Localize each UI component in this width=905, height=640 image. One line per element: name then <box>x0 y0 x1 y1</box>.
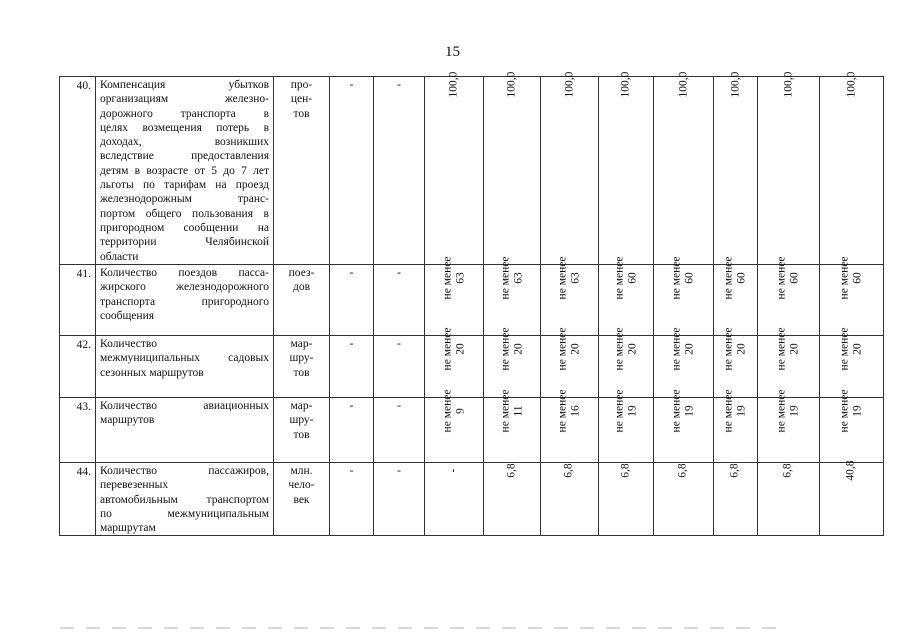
value-line-2: 60 <box>851 272 864 284</box>
value-line-1: не менее <box>556 389 569 433</box>
unit-line: дов <box>292 281 311 294</box>
year-value-cell <box>758 327 820 398</box>
rotated-value <box>677 72 690 98</box>
indicator-name-line: Количество авиационных <box>100 400 269 412</box>
rotated-value <box>782 463 795 477</box>
year-value-cell <box>541 71 599 265</box>
value-line-2: 20 <box>683 343 696 355</box>
year-value-cell <box>714 463 758 536</box>
unit-line: тов <box>293 428 310 441</box>
value-line-1: не менее <box>556 327 569 371</box>
year-value-cell <box>820 460 884 536</box>
value-line-2: 63 <box>569 272 582 284</box>
value-line-1: не менее <box>722 256 735 300</box>
rotated-value <box>506 463 519 477</box>
indicator-name-line: целях возмещения потерь в <box>100 121 269 134</box>
value-line-2: 20 <box>511 343 524 355</box>
rotated-value <box>729 72 742 98</box>
rotated-value <box>722 390 748 433</box>
empty-value-dash: - <box>374 336 425 398</box>
empty-value-dash: - <box>330 265 374 336</box>
value-line-2: 19 <box>788 405 801 417</box>
year-value-cell <box>541 327 599 398</box>
value-line-2: 16 <box>569 405 582 417</box>
rotated-value <box>499 328 525 371</box>
value-line-2: 63 <box>511 272 524 284</box>
value-line-1: не менее <box>612 327 625 371</box>
value-line-1: 100,0 <box>729 71 741 98</box>
year-value-cell <box>425 256 484 336</box>
rotated-value <box>441 328 467 371</box>
rotated-value <box>845 460 858 480</box>
year-value-cell <box>599 71 654 265</box>
value-line-1: не менее <box>498 389 511 433</box>
empty-value-dash: - <box>374 398 425 463</box>
indicator-name-line: вследствие предоставления <box>100 150 269 163</box>
value-line-1: не менее <box>670 256 683 300</box>
value-line-1: не менее <box>556 256 569 300</box>
value-line-1: 100,0 <box>447 71 460 98</box>
value-line-2: 60 <box>683 272 696 284</box>
value-line-1: не менее <box>440 389 453 433</box>
row-number: 43. <box>60 398 96 463</box>
year-value-cell <box>484 256 541 336</box>
indicator-name-line: доходах, возникших <box>100 136 269 149</box>
value-line-2: 20 <box>735 343 748 355</box>
value-line-1: не менее <box>775 389 788 433</box>
year-value-cell <box>484 389 541 463</box>
rotated-value <box>838 257 864 300</box>
year-value-cell <box>654 327 714 398</box>
value-line-2: 20 <box>788 343 801 355</box>
year-value-cell <box>758 389 820 463</box>
value-line-1: 6,8 <box>729 463 741 478</box>
year-value-cell <box>541 389 599 463</box>
value-line-1: 100,0 <box>563 71 575 98</box>
value-line-2: 20 <box>851 343 864 355</box>
indicator-name <box>96 336 274 398</box>
rotated-value <box>563 463 576 477</box>
table-row <box>60 265 884 336</box>
rotated-value <box>845 72 858 98</box>
indicator-name-line: детям в возрасте от 5 до 7 лет <box>100 164 269 177</box>
value-line-2: 19 <box>735 405 748 417</box>
year-value-cell <box>758 463 820 536</box>
value-line-2: 63 <box>453 272 466 284</box>
value-line-2: 19 <box>683 405 696 417</box>
unit-cell <box>274 336 330 398</box>
indicator-name-line: транспорта пригородного <box>100 295 269 308</box>
unit-line: шру- <box>289 352 314 365</box>
empty-value-dash: - <box>330 336 374 398</box>
indicator-name-line: Количество пассажиров, <box>100 465 269 477</box>
value-line-1: 6,8 <box>563 463 575 478</box>
indicator-name-line: по межмуниципальным <box>100 507 269 520</box>
value-line-2: 60 <box>625 272 638 284</box>
year-value-cell <box>654 71 714 265</box>
year-value-cell <box>484 327 541 398</box>
value-line-1: не менее <box>722 389 735 433</box>
value-line-2: 20 <box>569 343 582 355</box>
year-value-cell <box>599 389 654 463</box>
year-value-cell <box>714 256 758 336</box>
value-line-1: - <box>447 468 460 473</box>
year-value-cell <box>599 256 654 336</box>
rotated-value <box>838 390 864 433</box>
year-value-cell <box>758 256 820 336</box>
year-value-cell <box>484 463 541 536</box>
value-line-1: 100,0 <box>782 71 794 98</box>
value-line-1: 6,8 <box>782 463 794 478</box>
year-value-cell <box>820 327 884 398</box>
value-line-2: 19 <box>851 405 864 417</box>
value-line-1: 100,0 <box>677 71 689 98</box>
rotated-value <box>613 328 639 371</box>
value-line-1: не менее <box>775 327 788 371</box>
rotated-value <box>448 72 461 98</box>
rotated-value <box>556 390 582 433</box>
value-line-1: 40,8 <box>845 460 857 481</box>
year-value-cell <box>820 389 884 463</box>
table-row <box>60 77 884 265</box>
value-line-2: 19 <box>625 405 638 417</box>
indicator-name-line: железнодорожным транс- <box>100 193 269 206</box>
rotated-value <box>613 257 639 300</box>
unit-line: тов <box>293 366 310 379</box>
value-line-1: не менее <box>612 389 625 433</box>
empty-value-dash: - <box>330 398 374 463</box>
indicator-name-line: дорожного транспорта в <box>100 107 269 120</box>
table-row <box>60 398 884 463</box>
rotated-value <box>556 257 582 300</box>
value-line-1: 6,8 <box>619 463 632 478</box>
rotated-value <box>499 257 525 300</box>
indicator-name-line: перевезенных <box>100 479 169 492</box>
value-line-2: 60 <box>788 272 801 284</box>
unit-line: цен- <box>290 93 313 106</box>
rotated-value <box>775 257 801 300</box>
year-value-cell <box>820 256 884 336</box>
rotated-value <box>620 463 633 477</box>
value-line-2: 9 <box>453 408 466 414</box>
indicator-name-line: льготы по тарифам на проезд <box>100 179 269 192</box>
year-value-cell <box>654 463 714 536</box>
value-line-2: 20 <box>453 343 466 355</box>
value-line-1: 100,0 <box>505 71 518 98</box>
empty-value-dash: - <box>374 265 425 336</box>
empty-value-dash: - <box>330 463 374 536</box>
indicator-name <box>96 463 274 536</box>
unit-cell <box>274 463 330 536</box>
year-value-cell <box>425 327 484 398</box>
value-line-1: не менее <box>722 327 735 371</box>
rotated-value <box>729 463 742 477</box>
rotated-value <box>556 328 582 371</box>
rotated-value <box>448 469 461 473</box>
row-number: 42. <box>60 336 96 398</box>
value-line-1: не менее <box>498 256 511 300</box>
year-value-cell <box>541 463 599 536</box>
rotated-value <box>441 390 467 433</box>
indicator-name-line: маршрутов <box>100 414 155 427</box>
unit-line: чело- <box>288 479 315 492</box>
year-value-cell <box>758 71 820 265</box>
value-line-1: не менее <box>838 327 851 371</box>
rotated-value <box>613 390 639 433</box>
unit-line: век <box>293 493 310 506</box>
value-line-1: не менее <box>775 256 788 300</box>
year-value-cell <box>714 327 758 398</box>
indicator-name-line: жирского железнодорожного <box>100 281 269 294</box>
indicator-name-line: межмуниципальных садовых <box>100 352 269 365</box>
page-number: 15 <box>445 44 460 60</box>
value-line-1: не менее <box>838 256 851 300</box>
empty-value-dash: - <box>330 77 374 265</box>
value-line-1: 100,0 <box>619 71 632 98</box>
rotated-value <box>775 328 801 371</box>
value-line-1: не менее <box>670 327 683 371</box>
year-value-cell <box>714 389 758 463</box>
indicator-name-line: Компенсация убытков <box>100 79 269 91</box>
row-number: 41. <box>60 265 96 336</box>
indicator-name-line: сезонных маршрутов <box>100 366 204 379</box>
indicator-name-line: маршрутам <box>100 522 156 535</box>
indicator-name-line: портом общего пользования в <box>100 207 269 220</box>
value-line-1: не менее <box>670 389 683 433</box>
unit-cell <box>274 265 330 336</box>
empty-value-dash: - <box>374 463 425 536</box>
rotated-value <box>782 72 795 98</box>
rotated-value <box>722 257 748 300</box>
unit-line: поез- <box>288 267 315 279</box>
year-value-cell <box>484 71 541 265</box>
indicator-name-line: Количество <box>100 338 157 350</box>
table-row <box>60 463 884 536</box>
year-value-cell <box>541 256 599 336</box>
empty-value-dash: - <box>374 77 425 265</box>
unit-line: мар- <box>290 400 313 412</box>
rotated-value <box>499 390 525 433</box>
scan-artifact-line <box>60 627 780 629</box>
rotated-value <box>677 463 690 477</box>
year-value-cell <box>654 389 714 463</box>
unit-line: мар- <box>290 338 313 350</box>
rotated-value <box>670 328 696 371</box>
indicator-name-line: автомобильным транспортом <box>100 493 269 506</box>
year-value-cell <box>820 71 884 265</box>
indicator-name-line: организациям железно- <box>100 93 269 106</box>
indicator-name-line: территории Челябинской <box>100 236 269 249</box>
unit-cell <box>274 398 330 463</box>
rotated-value <box>670 390 696 433</box>
indicators-table <box>59 71 884 536</box>
rotated-value <box>838 328 864 371</box>
unit-line: млн. <box>290 465 313 477</box>
year-value-cell <box>425 389 484 463</box>
rotated-value <box>563 72 576 98</box>
year-value-cell <box>654 256 714 336</box>
value-line-1: не менее <box>440 256 453 300</box>
year-value-cell <box>599 327 654 398</box>
value-line-1: не менее <box>440 327 453 371</box>
indicator-name-line: пригородном сообщении на <box>100 221 269 234</box>
value-line-1: не менее <box>498 327 511 371</box>
value-line-1: не менее <box>838 389 851 433</box>
unit-line: про- <box>290 79 313 91</box>
year-value-cell <box>714 71 758 265</box>
indicator-name <box>96 77 274 265</box>
indicator-name <box>96 265 274 336</box>
value-line-1: 6,8 <box>505 463 518 478</box>
rotated-value <box>620 72 633 98</box>
row-number: 44. <box>60 463 96 536</box>
year-value-cell <box>425 71 484 265</box>
year-value-cell <box>425 463 484 536</box>
value-line-1: 100,0 <box>845 71 857 98</box>
rotated-value <box>775 390 801 433</box>
rotated-value <box>441 257 467 300</box>
table-row <box>60 336 884 398</box>
year-value-cell <box>599 463 654 536</box>
value-line-1: не менее <box>612 256 625 300</box>
unit-cell <box>274 77 330 265</box>
rotated-value <box>506 72 519 98</box>
unit-line: тов <box>293 107 310 120</box>
value-line-2: 60 <box>735 272 748 284</box>
rotated-value <box>670 257 696 300</box>
indicator-name <box>96 398 274 463</box>
value-line-2: 20 <box>625 343 638 355</box>
row-number: 40. <box>60 77 96 265</box>
indicator-name-line: сообщения <box>100 309 155 322</box>
value-line-2: 11 <box>511 405 524 417</box>
indicator-name-line: Количество поездов пасса- <box>100 267 269 279</box>
unit-line: шру- <box>289 414 314 427</box>
rotated-value <box>722 328 748 371</box>
value-line-1: 6,8 <box>677 463 689 478</box>
indicator-name-line: области <box>100 250 139 263</box>
